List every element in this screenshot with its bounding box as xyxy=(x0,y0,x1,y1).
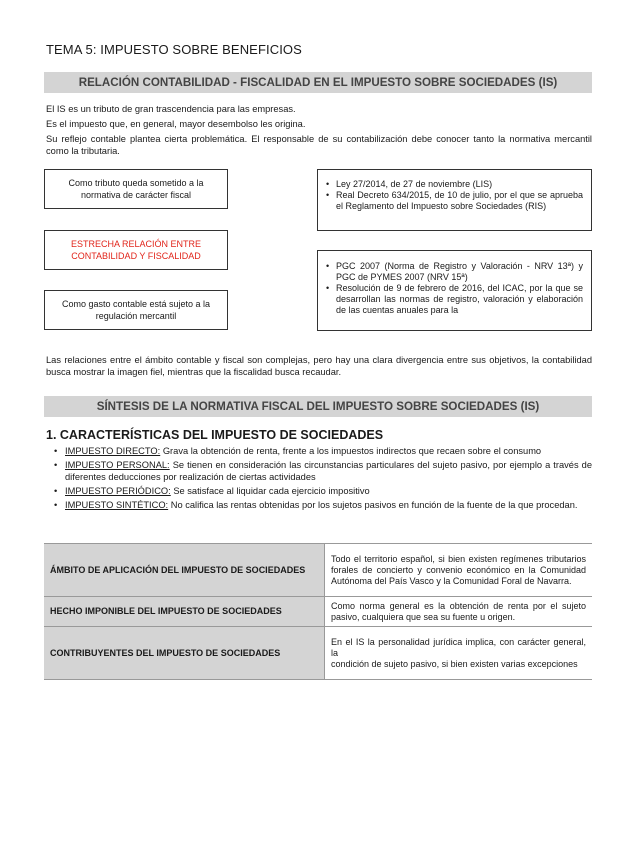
table-key: HECHO IMPONIBLE DEL IMPUESTO DE SOCIEDADES xyxy=(44,597,325,627)
characteristic-text: Se satisface al liquidar cada ejercicio impositivo xyxy=(170,486,370,496)
diagram-box-mercantil: Como gasto contable está sujeto a la regulación mercantil xyxy=(44,290,228,330)
table-value-line: condición de sujeto pasivo, si bien existen varias excepciones xyxy=(331,658,578,669)
section-heading-relacion: RELACIÓN CONTABILIDAD - FISCALIDAD EN EL IMPUESTO SOBRE SOCIEDADES (IS) xyxy=(44,72,592,93)
table-value xyxy=(325,627,593,680)
table-value: Todo el territorio español, si bien existen regímenes tributarios forales de concierto y convenio económico en la Comunidad Autónoma del País Vasco y la Comunidad Foral de Navarra. xyxy=(325,544,593,597)
table-key: ÁMBITO DE APLICACIÓN DEL IMPUESTO DE SOCIEDADES xyxy=(44,544,325,597)
diagram-box-normativa-contable xyxy=(317,250,592,331)
list-item xyxy=(54,445,592,457)
intro-line-1: El IS es un tributo de gran trascendencia para las empresas. xyxy=(46,104,296,114)
list-item xyxy=(54,499,592,511)
characteristic-text: No califica las rentas obtenidas por los sujetos pasivos en función de la fuente de la que procedan. xyxy=(168,500,578,510)
diagram-box-fiscal: Como tributo queda sometido a la normativa de carácter fiscal xyxy=(44,169,228,209)
subheading-caracteristicas: 1. CARACTERÍSTICAS DEL IMPUESTO DE SOCIEDADES xyxy=(46,428,384,442)
intro-line-2: Es el impuesto que, en general, mayor desembolso les origina. xyxy=(46,119,306,129)
diagram-box-relacion: ESTRECHA RELACIÓN ENTRE CONTABILIDAD Y FISCALIDAD xyxy=(44,230,228,270)
table-row xyxy=(44,597,592,627)
characteristic-text: Grava la obtención de renta, frente a los impuestos indirectos que recaen sobre el consumo xyxy=(160,446,542,456)
synthesis-table xyxy=(44,543,592,680)
table-row xyxy=(44,544,592,597)
diagram-box-normativa-fiscal xyxy=(317,169,592,231)
characteristic-term: IMPUESTO PERIÓDICO: xyxy=(65,486,171,496)
normativa-fiscal-item: • Ley 27/2014, de 27 de noviembre (LIS) xyxy=(324,179,583,190)
characteristic-text: Se tienen en consideración las circunstancias particulares del sujeto pasivo, por ejemplo a través de diferentes deducciones por realización de ciertas actividades xyxy=(65,460,593,482)
document-title: TEMA 5: IMPUESTO SOBRE BENEFICIOS xyxy=(46,42,302,57)
characteristics-list xyxy=(54,445,592,513)
normativa-fiscal-item: • Real Decreto 634/2015, de 10 de julio, por el que se aprueba el Reglamento del Impuesto sobre Sociedades (RIS) xyxy=(324,190,583,212)
normativa-contable-item: • Resolución de 9 de febrero de 2016, del ICAC, por la que se desarrollan las normas de registro, valoración y elaboración de las cuentas anuales para la xyxy=(324,283,583,316)
characteristic-term: IMPUESTO DIRECTO: xyxy=(65,446,161,456)
normativa-contable-item: • PGC 2007 (Norma de Registro y Valoración - NRV 13ª) y PGC de PYMES 2007 (NRV 15ª) xyxy=(324,261,583,283)
list-item xyxy=(54,459,592,483)
section-heading-sintesis: SÍNTESIS DE LA NORMATIVA FISCAL DEL IMPUESTO SOBRE SOCIEDADES (IS) xyxy=(44,396,592,417)
table-row xyxy=(44,627,592,680)
closing-paragraph: Las relaciones entre el ámbito contable y fiscal son complejas, pero hay una clara divergencia entre sus objetivos, la contabilidad busca mostrar la imagen fiel, mientras que la fiscalidad busca recaudar. xyxy=(46,355,592,377)
characteristic-term: IMPUESTO SINTÉTICO: xyxy=(65,500,169,510)
table-key: CONTRIBUYENTES DEL IMPUESTO DE SOCIEDADES xyxy=(44,627,325,680)
intro-line-3: Su reflejo contable plantea cierta problemática. El responsable de su contabilización debe conocer tanto la normativa mercantil como la tributaria. xyxy=(46,134,592,156)
characteristic-term: IMPUESTO PERSONAL: xyxy=(65,460,170,470)
table-value-line: En el IS la personalidad jurídica implica, con carácter general, la xyxy=(331,636,586,658)
list-item xyxy=(54,485,592,497)
table-value: Como norma general es la obtención de renta por el sujeto pasivo, cualquiera que sea su fuente u origen. xyxy=(325,597,593,627)
